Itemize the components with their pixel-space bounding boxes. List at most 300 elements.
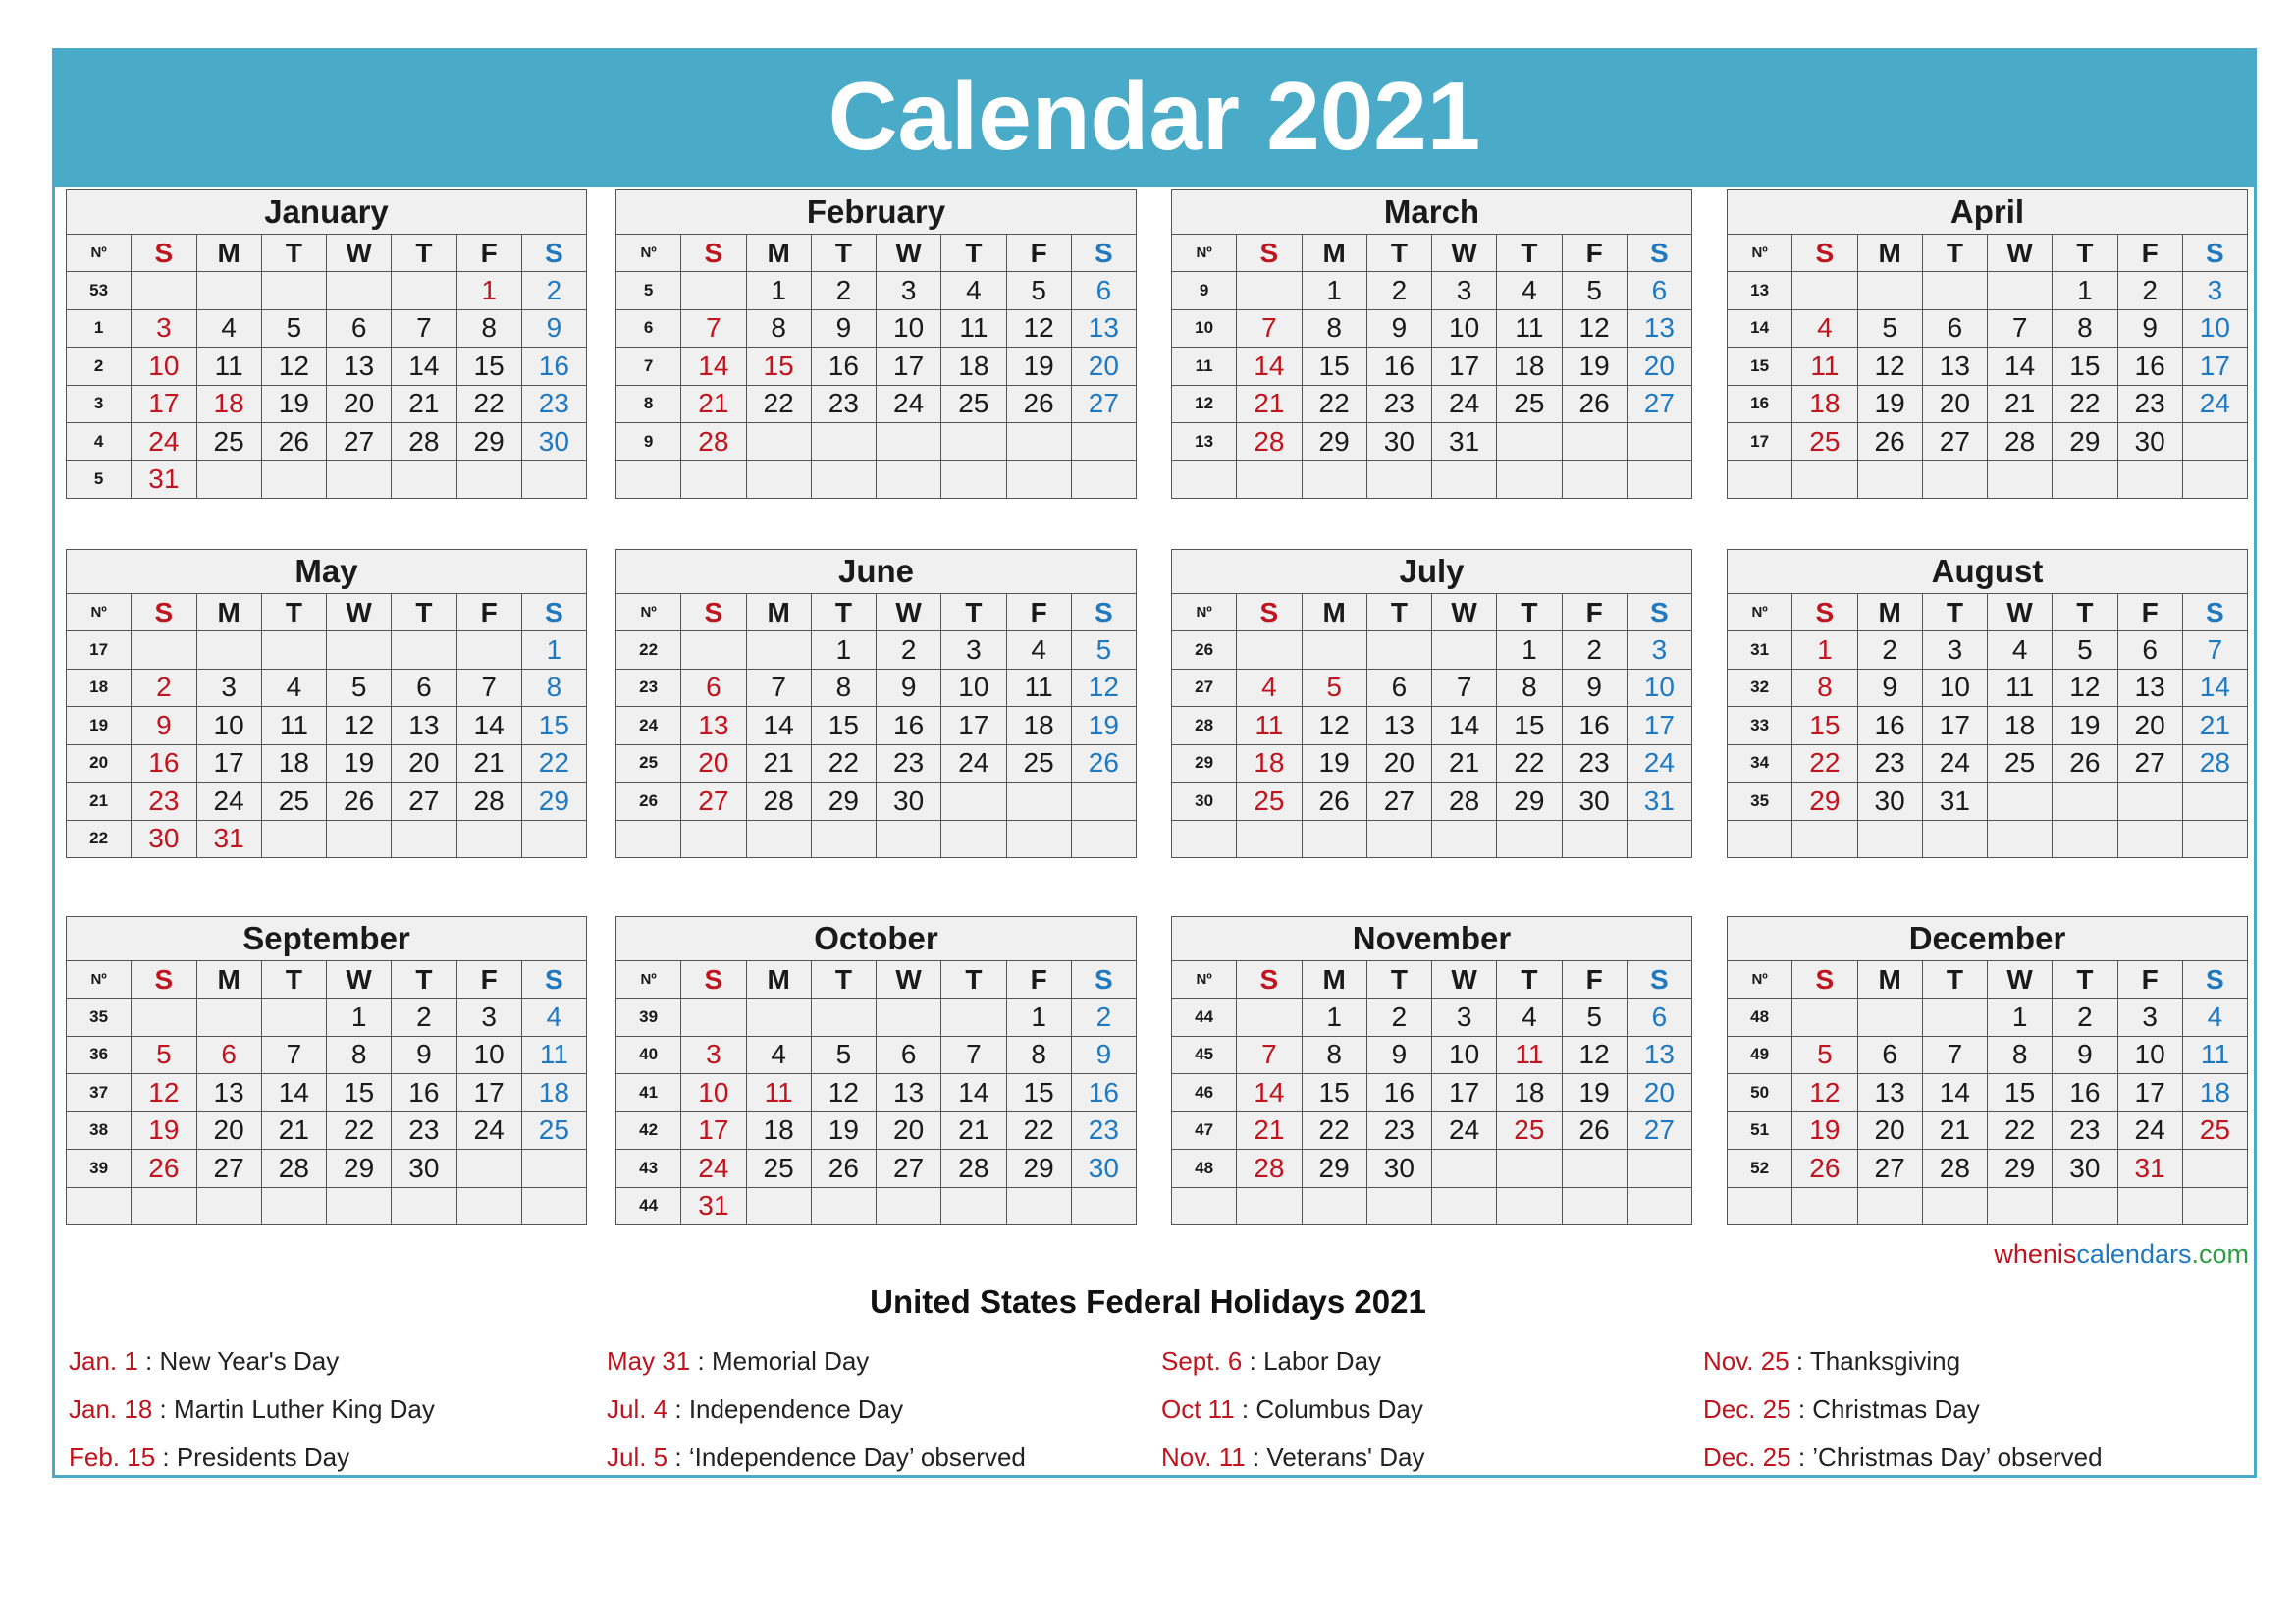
day-cell[interactable] [1988, 272, 2053, 310]
day-cell[interactable]: 6 [196, 1036, 261, 1074]
day-cell[interactable]: 7 [941, 1036, 1006, 1074]
day-cell[interactable] [2117, 1187, 2182, 1225]
day-cell[interactable]: 18 [196, 385, 261, 423]
day-cell[interactable] [941, 1187, 1006, 1225]
day-cell[interactable]: 11 [1497, 309, 1562, 348]
day-cell[interactable]: 14 [746, 707, 811, 745]
day-cell[interactable]: 9 [1366, 1036, 1431, 1074]
day-cell[interactable]: 1 [521, 631, 586, 670]
day-cell[interactable]: 1 [327, 999, 392, 1037]
day-cell[interactable]: 13 [1071, 309, 1136, 348]
day-cell[interactable] [1922, 999, 1987, 1037]
day-cell[interactable] [941, 783, 1006, 821]
day-cell[interactable]: 17 [196, 744, 261, 783]
day-cell[interactable]: 11 [941, 309, 1006, 348]
day-cell[interactable] [2182, 460, 2247, 499]
day-cell[interactable]: 29 [521, 783, 586, 821]
day-cell[interactable] [456, 1187, 521, 1225]
day-cell[interactable]: 18 [1497, 348, 1562, 386]
day-cell[interactable]: 21 [2182, 707, 2247, 745]
day-cell[interactable]: 2 [2117, 272, 2182, 310]
day-cell[interactable] [941, 423, 1006, 461]
day-cell[interactable]: 20 [1366, 744, 1431, 783]
day-cell[interactable]: 3 [2117, 999, 2182, 1037]
day-cell[interactable] [1922, 820, 1987, 858]
day-cell[interactable]: 13 [2117, 669, 2182, 707]
day-cell[interactable]: 13 [1922, 348, 1987, 386]
day-cell[interactable] [2182, 820, 2247, 858]
day-cell[interactable]: 10 [1432, 309, 1497, 348]
day-cell[interactable]: 5 [1302, 669, 1366, 707]
day-cell[interactable] [1237, 820, 1302, 858]
day-cell[interactable] [2182, 423, 2247, 461]
day-cell[interactable]: 23 [811, 385, 876, 423]
day-cell[interactable] [521, 1187, 586, 1225]
day-cell[interactable]: 18 [746, 1111, 811, 1150]
day-cell[interactable] [132, 999, 196, 1037]
day-cell[interactable]: 6 [1857, 1036, 1922, 1074]
day-cell[interactable] [941, 460, 1006, 499]
day-cell[interactable]: 19 [1071, 707, 1136, 745]
day-cell[interactable]: 19 [2053, 707, 2117, 745]
day-cell[interactable] [746, 1187, 811, 1225]
day-cell[interactable]: 26 [1857, 423, 1922, 461]
day-cell[interactable] [681, 999, 746, 1037]
day-cell[interactable]: 12 [811, 1074, 876, 1112]
day-cell[interactable]: 21 [681, 385, 746, 423]
day-cell[interactable]: 24 [2117, 1111, 2182, 1150]
day-cell[interactable]: 21 [1988, 385, 2053, 423]
day-cell[interactable]: 23 [1857, 744, 1922, 783]
day-cell[interactable]: 28 [261, 1150, 326, 1188]
day-cell[interactable] [1071, 1187, 1136, 1225]
day-cell[interactable]: 14 [681, 348, 746, 386]
day-cell[interactable]: 6 [1922, 309, 1987, 348]
day-cell[interactable]: 27 [1627, 385, 1691, 423]
day-cell[interactable]: 29 [2053, 423, 2117, 461]
day-cell[interactable]: 6 [1627, 272, 1691, 310]
day-cell[interactable] [1792, 820, 1857, 858]
day-cell[interactable]: 25 [1792, 423, 1857, 461]
day-cell[interactable] [1497, 460, 1562, 499]
day-cell[interactable] [392, 1187, 456, 1225]
day-cell[interactable]: 8 [1497, 669, 1562, 707]
day-cell[interactable] [327, 820, 392, 858]
day-cell[interactable]: 10 [2182, 309, 2247, 348]
day-cell[interactable] [327, 1187, 392, 1225]
day-cell[interactable]: 3 [196, 669, 261, 707]
day-cell[interactable]: 4 [1792, 309, 1857, 348]
day-cell[interactable]: 5 [1562, 999, 1627, 1037]
day-cell[interactable]: 13 [877, 1074, 941, 1112]
day-cell[interactable]: 7 [456, 669, 521, 707]
day-cell[interactable]: 30 [1071, 1150, 1136, 1188]
day-cell[interactable]: 7 [1237, 1036, 1302, 1074]
day-cell[interactable] [681, 460, 746, 499]
day-cell[interactable] [132, 1187, 196, 1225]
day-cell[interactable] [1237, 631, 1302, 670]
day-cell[interactable]: 14 [941, 1074, 1006, 1112]
day-cell[interactable]: 28 [1988, 423, 2053, 461]
day-cell[interactable] [2053, 1187, 2117, 1225]
day-cell[interactable] [327, 272, 392, 310]
day-cell[interactable]: 31 [681, 1187, 746, 1225]
day-cell[interactable]: 27 [1366, 783, 1431, 821]
day-cell[interactable]: 14 [261, 1074, 326, 1112]
day-cell[interactable] [811, 999, 876, 1037]
day-cell[interactable]: 15 [1302, 348, 1366, 386]
day-cell[interactable] [681, 272, 746, 310]
day-cell[interactable]: 21 [1237, 385, 1302, 423]
day-cell[interactable] [521, 820, 586, 858]
day-cell[interactable]: 22 [1302, 1111, 1366, 1150]
day-cell[interactable]: 8 [811, 669, 876, 707]
day-cell[interactable]: 11 [261, 707, 326, 745]
day-cell[interactable]: 26 [132, 1150, 196, 1188]
day-cell[interactable]: 31 [1627, 783, 1691, 821]
day-cell[interactable]: 8 [1006, 1036, 1071, 1074]
day-cell[interactable] [456, 460, 521, 499]
day-cell[interactable]: 28 [392, 423, 456, 461]
day-cell[interactable]: 23 [132, 783, 196, 821]
day-cell[interactable]: 20 [877, 1111, 941, 1150]
day-cell[interactable]: 25 [941, 385, 1006, 423]
day-cell[interactable]: 7 [392, 309, 456, 348]
day-cell[interactable]: 3 [132, 309, 196, 348]
day-cell[interactable]: 7 [2182, 631, 2247, 670]
day-cell[interactable]: 8 [1302, 1036, 1366, 1074]
day-cell[interactable]: 21 [1237, 1111, 1302, 1150]
day-cell[interactable]: 16 [2117, 348, 2182, 386]
day-cell[interactable]: 9 [1562, 669, 1627, 707]
day-cell[interactable]: 15 [521, 707, 586, 745]
day-cell[interactable]: 13 [196, 1074, 261, 1112]
day-cell[interactable] [1432, 1187, 1497, 1225]
day-cell[interactable]: 31 [1922, 783, 1987, 821]
day-cell[interactable]: 11 [1006, 669, 1071, 707]
day-cell[interactable]: 17 [941, 707, 1006, 745]
day-cell[interactable]: 17 [1432, 348, 1497, 386]
day-cell[interactable]: 30 [877, 783, 941, 821]
day-cell[interactable] [1627, 1187, 1691, 1225]
day-cell[interactable]: 15 [1792, 707, 1857, 745]
day-cell[interactable]: 10 [196, 707, 261, 745]
day-cell[interactable]: 6 [2117, 631, 2182, 670]
day-cell[interactable]: 9 [1071, 1036, 1136, 1074]
day-cell[interactable]: 10 [941, 669, 1006, 707]
day-cell[interactable] [1922, 272, 1987, 310]
day-cell[interactable] [681, 820, 746, 858]
day-cell[interactable]: 5 [1857, 309, 1922, 348]
day-cell[interactable]: 27 [392, 783, 456, 821]
day-cell[interactable]: 19 [327, 744, 392, 783]
day-cell[interactable]: 4 [941, 272, 1006, 310]
day-cell[interactable]: 23 [1071, 1111, 1136, 1150]
day-cell[interactable] [327, 631, 392, 670]
day-cell[interactable]: 1 [1302, 272, 1366, 310]
day-cell[interactable]: 11 [2182, 1036, 2247, 1074]
day-cell[interactable]: 14 [456, 707, 521, 745]
day-cell[interactable] [811, 460, 876, 499]
day-cell[interactable]: 26 [1562, 385, 1627, 423]
day-cell[interactable]: 23 [2117, 385, 2182, 423]
day-cell[interactable]: 12 [1006, 309, 1071, 348]
day-cell[interactable]: 9 [1857, 669, 1922, 707]
day-cell[interactable]: 17 [877, 348, 941, 386]
day-cell[interactable]: 27 [877, 1150, 941, 1188]
day-cell[interactable] [1792, 1187, 1857, 1225]
day-cell[interactable]: 29 [1006, 1150, 1071, 1188]
day-cell[interactable] [1071, 423, 1136, 461]
day-cell[interactable]: 25 [1497, 1111, 1562, 1150]
day-cell[interactable]: 21 [392, 385, 456, 423]
day-cell[interactable]: 23 [1562, 744, 1627, 783]
day-cell[interactable]: 1 [1302, 999, 1366, 1037]
day-cell[interactable]: 17 [681, 1111, 746, 1150]
day-cell[interactable]: 28 [2182, 744, 2247, 783]
day-cell[interactable]: 30 [2053, 1150, 2117, 1188]
day-cell[interactable]: 28 [941, 1150, 1006, 1188]
day-cell[interactable]: 12 [1071, 669, 1136, 707]
day-cell[interactable] [746, 820, 811, 858]
day-cell[interactable]: 15 [456, 348, 521, 386]
day-cell[interactable] [1432, 631, 1497, 670]
day-cell[interactable] [521, 460, 586, 499]
day-cell[interactable] [1562, 423, 1627, 461]
day-cell[interactable]: 19 [811, 1111, 876, 1150]
day-cell[interactable] [2053, 820, 2117, 858]
day-cell[interactable]: 19 [261, 385, 326, 423]
day-cell[interactable]: 9 [2053, 1036, 2117, 1074]
day-cell[interactable]: 22 [456, 385, 521, 423]
day-cell[interactable] [1366, 460, 1431, 499]
day-cell[interactable]: 14 [1432, 707, 1497, 745]
day-cell[interactable]: 9 [811, 309, 876, 348]
day-cell[interactable]: 30 [2117, 423, 2182, 461]
day-cell[interactable]: 15 [1302, 1074, 1366, 1112]
day-cell[interactable] [1302, 460, 1366, 499]
day-cell[interactable]: 31 [1432, 423, 1497, 461]
day-cell[interactable] [877, 460, 941, 499]
day-cell[interactable]: 12 [261, 348, 326, 386]
day-cell[interactable]: 14 [1237, 348, 1302, 386]
day-cell[interactable]: 23 [1366, 385, 1431, 423]
day-cell[interactable]: 10 [1627, 669, 1691, 707]
day-cell[interactable]: 2 [1562, 631, 1627, 670]
day-cell[interactable]: 31 [2117, 1150, 2182, 1188]
day-cell[interactable] [811, 423, 876, 461]
day-cell[interactable]: 4 [521, 999, 586, 1037]
day-cell[interactable] [1857, 820, 1922, 858]
day-cell[interactable] [1006, 783, 1071, 821]
day-cell[interactable] [196, 631, 261, 670]
day-cell[interactable]: 5 [1562, 272, 1627, 310]
day-cell[interactable]: 26 [1562, 1111, 1627, 1150]
day-cell[interactable]: 8 [521, 669, 586, 707]
day-cell[interactable]: 10 [2117, 1036, 2182, 1074]
day-cell[interactable]: 30 [521, 423, 586, 461]
day-cell[interactable]: 14 [1237, 1074, 1302, 1112]
day-cell[interactable] [196, 999, 261, 1037]
day-cell[interactable]: 10 [681, 1074, 746, 1112]
day-cell[interactable] [1006, 423, 1071, 461]
day-cell[interactable] [327, 460, 392, 499]
day-cell[interactable] [1237, 460, 1302, 499]
day-cell[interactable]: 21 [1432, 744, 1497, 783]
day-cell[interactable] [1988, 820, 2053, 858]
day-cell[interactable]: 22 [1497, 744, 1562, 783]
day-cell[interactable]: 16 [392, 1074, 456, 1112]
day-cell[interactable]: 26 [1302, 783, 1366, 821]
day-cell[interactable]: 27 [1071, 385, 1136, 423]
day-cell[interactable]: 3 [1627, 631, 1691, 670]
day-cell[interactable]: 24 [877, 385, 941, 423]
day-cell[interactable]: 5 [2053, 631, 2117, 670]
day-cell[interactable]: 16 [811, 348, 876, 386]
day-cell[interactable]: 29 [327, 1150, 392, 1188]
day-cell[interactable]: 5 [1006, 272, 1071, 310]
day-cell[interactable]: 20 [2117, 707, 2182, 745]
day-cell[interactable]: 8 [2053, 309, 2117, 348]
day-cell[interactable] [1627, 423, 1691, 461]
day-cell[interactable]: 10 [1432, 1036, 1497, 1074]
day-cell[interactable]: 17 [456, 1074, 521, 1112]
day-cell[interactable]: 8 [1988, 1036, 2053, 1074]
day-cell[interactable] [1497, 1187, 1562, 1225]
day-cell[interactable]: 3 [456, 999, 521, 1037]
day-cell[interactable]: 4 [1497, 999, 1562, 1037]
day-cell[interactable] [1006, 1187, 1071, 1225]
day-cell[interactable]: 27 [196, 1150, 261, 1188]
day-cell[interactable]: 12 [1302, 707, 1366, 745]
day-cell[interactable]: 9 [2117, 309, 2182, 348]
day-cell[interactable] [196, 460, 261, 499]
day-cell[interactable]: 18 [1988, 707, 2053, 745]
day-cell[interactable] [1792, 460, 1857, 499]
day-cell[interactable]: 16 [2053, 1074, 2117, 1112]
day-cell[interactable] [746, 999, 811, 1037]
day-cell[interactable]: 4 [1988, 631, 2053, 670]
day-cell[interactable]: 25 [1988, 744, 2053, 783]
day-cell[interactable] [941, 820, 1006, 858]
day-cell[interactable]: 30 [132, 820, 196, 858]
day-cell[interactable] [1857, 272, 1922, 310]
day-cell[interactable] [877, 999, 941, 1037]
day-cell[interactable]: 26 [327, 783, 392, 821]
day-cell[interactable] [392, 272, 456, 310]
day-cell[interactable]: 3 [681, 1036, 746, 1074]
day-cell[interactable] [1562, 1187, 1627, 1225]
day-cell[interactable]: 30 [392, 1150, 456, 1188]
day-cell[interactable]: 6 [1627, 999, 1691, 1037]
day-cell[interactable] [392, 631, 456, 670]
day-cell[interactable]: 19 [1562, 1074, 1627, 1112]
day-cell[interactable]: 21 [941, 1111, 1006, 1150]
day-cell[interactable]: 7 [1988, 309, 2053, 348]
day-cell[interactable]: 14 [1988, 348, 2053, 386]
day-cell[interactable] [261, 460, 326, 499]
day-cell[interactable]: 13 [392, 707, 456, 745]
day-cell[interactable]: 15 [1988, 1074, 2053, 1112]
day-cell[interactable]: 16 [1562, 707, 1627, 745]
day-cell[interactable]: 24 [1432, 385, 1497, 423]
day-cell[interactable]: 26 [811, 1150, 876, 1188]
day-cell[interactable]: 9 [392, 1036, 456, 1074]
day-cell[interactable] [261, 631, 326, 670]
day-cell[interactable]: 7 [1922, 1036, 1987, 1074]
day-cell[interactable]: 24 [1432, 1111, 1497, 1150]
day-cell[interactable] [132, 272, 196, 310]
day-cell[interactable] [746, 423, 811, 461]
day-cell[interactable] [1792, 272, 1857, 310]
day-cell[interactable]: 8 [1302, 309, 1366, 348]
day-cell[interactable]: 25 [521, 1111, 586, 1150]
day-cell[interactable] [1366, 631, 1431, 670]
day-cell[interactable]: 20 [196, 1111, 261, 1150]
day-cell[interactable] [2117, 783, 2182, 821]
day-cell[interactable]: 25 [2182, 1111, 2247, 1150]
day-cell[interactable]: 16 [1366, 348, 1431, 386]
day-cell[interactable]: 24 [941, 744, 1006, 783]
day-cell[interactable]: 16 [1857, 707, 1922, 745]
day-cell[interactable]: 11 [1988, 669, 2053, 707]
day-cell[interactable] [1497, 423, 1562, 461]
day-cell[interactable]: 2 [2053, 999, 2117, 1037]
day-cell[interactable] [521, 1150, 586, 1188]
day-cell[interactable]: 20 [1857, 1111, 1922, 1150]
day-cell[interactable]: 11 [746, 1074, 811, 1112]
day-cell[interactable]: 7 [746, 669, 811, 707]
day-cell[interactable]: 2 [1366, 272, 1431, 310]
day-cell[interactable]: 29 [1302, 1150, 1366, 1188]
day-cell[interactable]: 22 [1988, 1111, 2053, 1150]
day-cell[interactable]: 22 [2053, 385, 2117, 423]
day-cell[interactable]: 30 [1857, 783, 1922, 821]
day-cell[interactable]: 4 [261, 669, 326, 707]
day-cell[interactable] [1988, 783, 2053, 821]
day-cell[interactable]: 16 [1071, 1074, 1136, 1112]
day-cell[interactable] [2182, 1150, 2247, 1188]
day-cell[interactable]: 1 [811, 631, 876, 670]
day-cell[interactable] [1627, 1150, 1691, 1188]
day-cell[interactable]: 26 [261, 423, 326, 461]
day-cell[interactable] [132, 631, 196, 670]
day-cell[interactable]: 13 [1857, 1074, 1922, 1112]
day-cell[interactable]: 6 [327, 309, 392, 348]
day-cell[interactable]: 22 [1792, 744, 1857, 783]
day-cell[interactable]: 10 [877, 309, 941, 348]
day-cell[interactable]: 4 [746, 1036, 811, 1074]
day-cell[interactable]: 2 [877, 631, 941, 670]
day-cell[interactable]: 8 [746, 309, 811, 348]
day-cell[interactable]: 25 [1006, 744, 1071, 783]
day-cell[interactable] [1857, 1187, 1922, 1225]
day-cell[interactable]: 24 [456, 1111, 521, 1150]
day-cell[interactable]: 23 [1366, 1111, 1431, 1150]
day-cell[interactable]: 28 [1922, 1150, 1987, 1188]
day-cell[interactable]: 1 [456, 272, 521, 310]
day-cell[interactable] [1071, 783, 1136, 821]
day-cell[interactable]: 29 [456, 423, 521, 461]
day-cell[interactable]: 5 [1792, 1036, 1857, 1074]
day-cell[interactable] [811, 820, 876, 858]
day-cell[interactable] [2117, 460, 2182, 499]
day-cell[interactable]: 3 [1922, 631, 1987, 670]
day-cell[interactable]: 30 [1366, 1150, 1431, 1188]
day-cell[interactable]: 15 [1006, 1074, 1071, 1112]
day-cell[interactable] [1497, 820, 1562, 858]
day-cell[interactable]: 10 [1922, 669, 1987, 707]
